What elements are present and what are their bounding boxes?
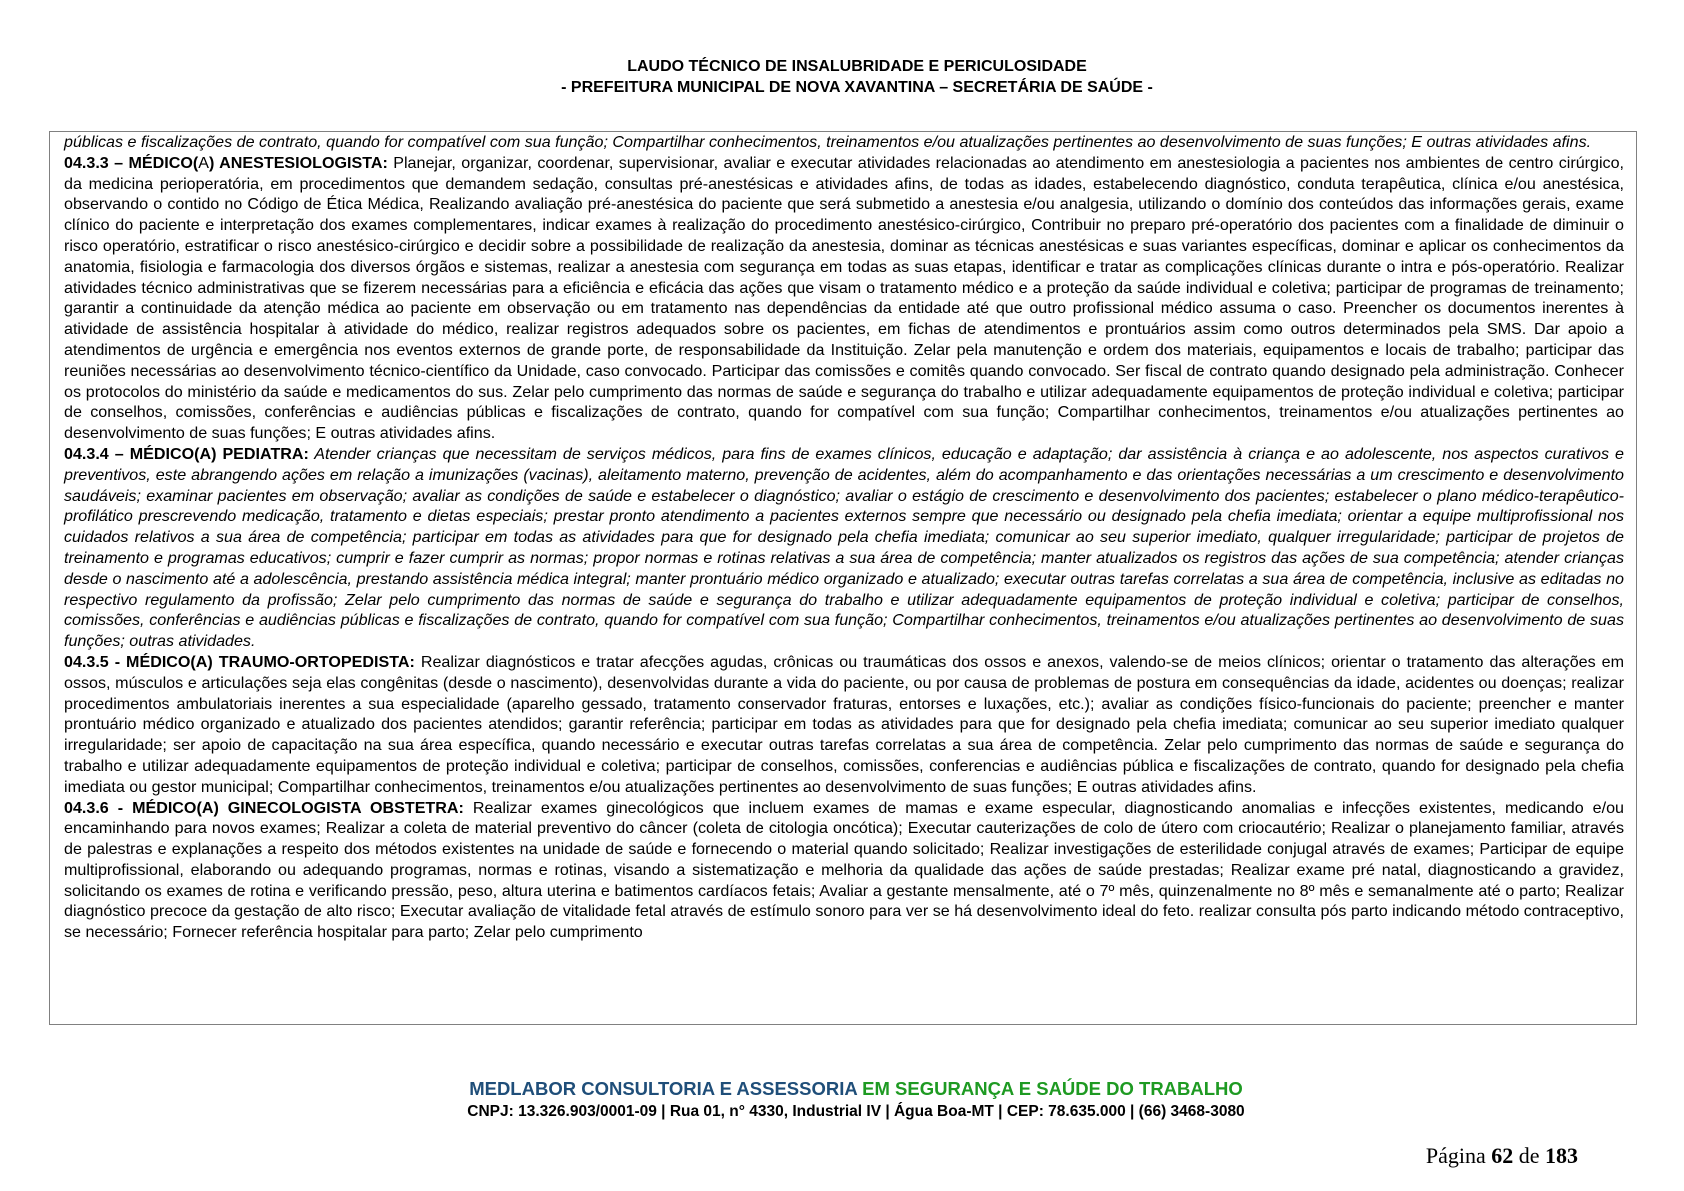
section-traumo-ortopedista [64,652,1624,798]
section-body: Realizar exames ginecológicos que incluem exames de mamas e exame especular, diagnosticando anomalias e infecções existentes, medicando e/ou encaminhando para novos exames; Realizar a coleta de material preventivo do câncer (coleta de citologia oncótica); Executar cauterizações de colo de útero com criocautério; Realizar o planejamento familiar, através de palestras e explanações a respeito dos métodos existentes na unidade de saúde e fornecendo o material quando solicitado; Realizar investigações de esterilidade conjugal através de exames; Participar de equipe multiprofissional, elaborando ou adequando programas, normas e rotinas, visando a sistematização e melhoria da qualidade das ações de saúde prestadas; Realizar exame pré natal, diagnosticando a gravidez, solicitando os exames de rotina e verificando pressão, peso, altura uterina e batimentos cardíacos fetais; Avaliar a gestante mensalmente, até o 7º mês, quinzenalmente no 8º mês e semanalmente até o parto; Realizar diagnóstico precoce da gestação de alto risco; Executar avaliação de vitalidade fetal através de estímulo sonoro para ver se há desenvolvimento ideal do feto. realizar consulta pós parto indicando método contraceptivo, se necessário; Fornecer referência hospitalar para parto; Zelar pelo cumprimento [64,798,1624,942]
section-pediatra [64,444,1624,652]
company-name [0,1077,1684,1101]
section-number: 04.3.5 - MÉDICO( [64,652,196,671]
document-title: LAUDO TÉCNICO DE INSALUBRIDADE E PERICULOSIDADE [627,58,1087,75]
page-of: de [1513,1143,1545,1168]
continuation-paragraph [64,132,1624,153]
section-title: ) TRAUMO-ORTOPEDISTA: [207,652,415,671]
section-body: Realizar diagnósticos e tratar afecções agudas, crônicas ou traumáticas dos ossos e anexos, valendo-se de meios clínicos; orientar o tratamento das alterações em ossos, músculos e articulações seja elas congênitas (desde o nascimento), desenvolvidas durante a vida do paciente, ou por causa de problemas de postura em consequências da idade, acidentes ou doenças; realizar procedimentos ambulatoriais inerentes a sua especialidade (aparelho gessado, tratamento conservador fraturas, entorses e luxações, etc.); avaliar as condições físico-funcionais do paciente; preencher e manter prontuário médico organizado e atualizado dos pacientes atendidos; garantir referência; participar em todas as atividades para que for designado pela chefia imediata; comunicar ao seu superior imediato qualquer irregularidade; ser apoio de capacitação na sua área específica, quando necessário e executar outras tarefas correlatas a sua área de competência. Zelar pelo cumprimento das normas de saúde e segurança do trabalho e utilizar adequadamente equipamentos de proteção individual e coletiva; participar de conselhos, comissões, conferencias e audiências pública e fiscalizações de contrato, quando for designado pela chefia imediata ou gestor municipal; Compartilhar conhecimentos, treinamentos e/ou atualizações pertinentes ao desenvolvimento de suas funções; E outras atividades afins. [64,652,1624,796]
section-ginecologista-obstetra [64,798,1624,944]
document-footer [0,1077,1684,1123]
section-number: 04.3.3 – MÉDICO( [64,153,199,172]
section-gender-marker: A [201,798,214,817]
company-name-part2: EM SEGURANÇA E SAÚDE DO TRABALHO [862,1078,1243,1099]
page-total: 183 [1545,1143,1578,1168]
document-subtitle: - PREFEITURA MUNICIPAL DE NOVA XAVANTINA – SECRETÁRIA DE SAÚDE - [561,79,1153,96]
continuation-text: públicas e fiscalizações de contrato, quando for compatível com sua função; Compartilhar conhecimentos, treinamentos e/ou atualizações pertinentes ao desenvolvimento de suas funções; E outras atividades afins. [64,133,1592,151]
content-frame [49,131,1637,1025]
section-title: ) PEDIATRA: [211,444,309,463]
section-gender-marker: A [195,652,208,671]
section-gender-marker: A [198,153,209,172]
section-body: Atender crianças que necessitam de serviços médicos, para fins de exames clínicos, educação e adaptação; dar assistência à criança e ao adolescente, nos aspectos curativos e preventivos, este abrangendo ações em relação a imunizações (vacinas), aleitamento materno, prevenção de acidentes, além do acompanhamento e das orientações necessárias a um crescimento e desenvolvimento saudáveis; examinar pacientes em observação; avaliar as condições de saúde e estabelecer o diagnóstico; avaliar o estágio de crescimento e desenvolvimento dos pacientes; estabelecer o plano médico-terapêutico-profilático prescrevendo medicação, tratamento e dietas especiais; prestar pronto atendimento a pacientes externos sempre que necessário ou designado pela chefia imediata; orientar a equipe multiprofissional nos cuidados relativos a sua área de competência; participar em todas as atividades para que for designado pela chefia imediata; comunicar ao seu superior imediato, qualquer irregularidade; participar de projetos de treinamento e programas educativos; cumprir e fazer cumprir as normas; propor normas e rotinas relativas a sua área de competência; manter atualizados os registros das ações de sua competência; atender crianças desde o nascimento até a adolescência, prestando assistência médica integral; manter prontuário médico organizado e atualizado; executar outras tarefas correlatas a sua área de competência, inclusive as editadas no respectivo regulamento da profissão; Zelar pelo cumprimento das normas de saúde e segurança do trabalho e utilizar adequadamente equipamentos de proteção individual e coletiva; participar de conselhos, comissões, conferências e audiências públicas e fiscalizações de contrato, quando for compatível com sua função; Compartilhar conhecimentos, treinamentos e/ou atualizações pertinentes ao desenvolvimento de suas funções; outras atividades. [64,444,1624,651]
company-address: CNPJ: 13.326.903/0001-09 | Rua 01, n° 4330, Industrial IV | Água Boa-MT | CEP: 78.635.000 | (66) 3468-3080 [467,1103,1245,1120]
section-gender-marker: A [199,444,212,463]
page-label: Página [1425,1143,1492,1168]
section-body: Planejar, organizar, coordenar, supervisionar, avaliar e executar atividades relacionadas ao atendimento em anestesiologia a pacientes nos ambientes de centro cirúrgico, da medicina perioperatória, em procedimentos que demandem sedação, consultas pré-anestésicas e atividades afins, de todas as idades, estabelecendo diagnóstico, conduta terapêutica, clínica e/ou anestésica, observando o contido no Código de Ética Médica, Realizando avaliação pré-anestésica do paciente que será submetido a anestesia e/ou analgesia, utilizando o domínio dos conteúdos das informações gerais, exame clínico do paciente e interpretação dos exames complementares, indicar exames à realização do procedimento anestésico-cirúrgico, Contribuir no preparo pré-operatório dos pacientes com a finalidade de diminuir o risco operatório, estratificar o risco anestésico-cirúrgico e decidir sobre a possibilidade de realização da anestesia, dominar as técnicas anestésicas e suas variantes específicas, dominar e aplicar os conhecimentos da anatomia, fisiologia e farmacologia dos diversos órgãos e sistemas, realizar a anestesia com segurança em todas as suas etapas, identificar e tratar as complicações clínicas durante o intra e pós-operatório. Realizar atividades técnico administrativas que se fizerem necessárias para a eficiência e eficácia das ações que visam o tratamento médico e a proteção da saúde individual e coletiva; participar de programas de treinamento; garantir a continuidade da atenção médica ao paciente em observação ou em tratamento nas dependências da entidade até que outro profissional médico assuma o caso. Preencher os documentos inerentes à atividade de assistência hospitalar à atividade do médico, realizar registros adequados sobre os pacientes, em fichas de atendimentos e prontuários assim como outros determinados pela SMS. Dar apoio a atendimentos de urgência e emergência nos eventos externos de grande porte, de responsabilidade da Instituição. Zelar pela manutenção e ordem dos materiais, equipamentos e locais de trabalho; participar das reuniões necessárias ao desenvolvimento técnico-científico da Unidade, caso convocado. Participar das comissões e comitês quando convocado. Ser fiscal de contrato quando designado pela administração. Conhecer os protocolos do ministério da saúde e medicamentos do sus. Zelar pelo cumprimento das normas de saúde e segurança do trabalho e utilizar adequadamente equipamentos de proteção individual e coletiva; participar de conselhos, comissões, conferências e audiências públicas e fiscalizações de contrato, quando for compatível com sua função; Compartilhar conhecimentos, treinamentos e/ou atualizações pertinentes ao desenvolvimento de suas funções; E outras atividades afins. [64,153,1624,443]
document-header [0,56,1684,98]
page-number [1426,1143,1578,1169]
section-anestesiologista [64,153,1624,444]
section-number: 04.3.4 – MÉDICO( [64,444,200,463]
page-current: 62 [1491,1143,1514,1168]
company-name-part1: MEDLABOR CONSULTORIA E ASSESSORIA [469,1078,863,1099]
section-title: ) GINECOLOGISTA OBSTETRA: [213,798,464,817]
section-number: 04.3.6 - MÉDICO( [64,798,202,817]
section-title: ) ANESTESIOLOGISTA: [208,153,388,172]
